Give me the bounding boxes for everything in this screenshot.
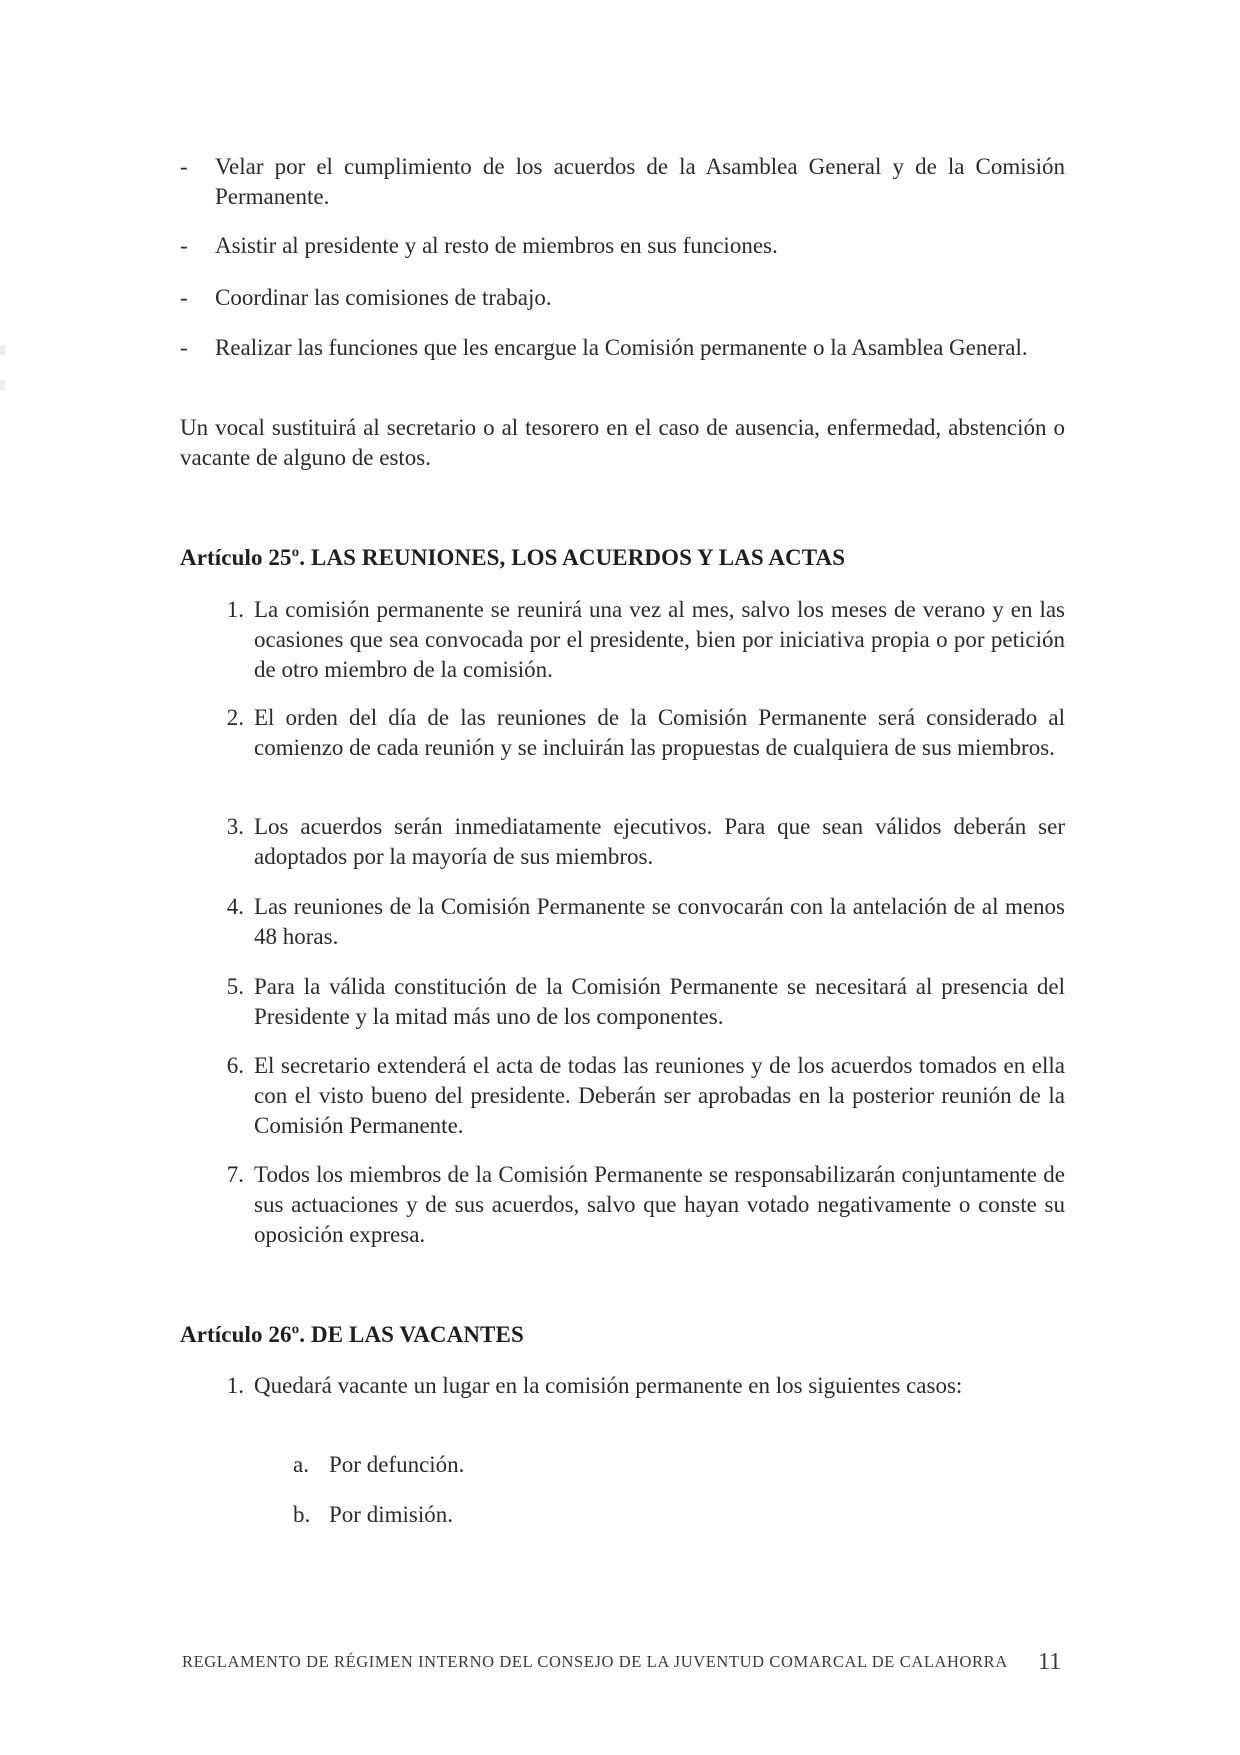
- numbered-item: [226, 1371, 1065, 1401]
- item-number: 2.: [226, 705, 244, 730]
- item-number: 6.: [226, 1053, 244, 1078]
- item-number: 1.: [226, 1373, 244, 1398]
- item-letter: a.: [293, 1452, 309, 1477]
- numbered-item: [226, 595, 1065, 685]
- page-number: 11: [1038, 1649, 1062, 1675]
- article-heading: Artículo 25º. LAS REUNIONES, LOS ACUERDOS Y LAS ACTAS: [180, 545, 846, 570]
- article-heading: Artículo 26º. DE LAS VACANTES: [180, 1322, 524, 1347]
- item-number: 1.: [226, 597, 244, 622]
- scan-mark: [0, 380, 5, 390]
- paragraph: Un vocal sustituirá al secretario o al tesorero en el caso de ausencia, enfermedad, abstención o vacante de alguno de estos.: [180, 415, 1065, 470]
- numbered-item: [226, 703, 1065, 763]
- dash-list-item: [180, 333, 1065, 363]
- item-text: Los acuerdos serán inmediatamente ejecutivos. Para que sean válidos deberán ser adoptados por la mayoría de sus miembros.: [254, 814, 1065, 869]
- dash-item-text: Realizar las funciones que les encargue la Comisión permanente o la Asamblea General.: [215, 335, 1028, 360]
- item-text: Por defunción.: [329, 1452, 465, 1477]
- dash-list-item: [180, 152, 1065, 212]
- dash-item-text: Coordinar las comisiones de trabajo.: [215, 285, 552, 310]
- numbered-item: [226, 812, 1065, 872]
- footer-title: REGLAMENTO DE RÉGIMEN INTERNO DEL CONSEJO DE LA JUVENTUD COMARCAL DE CALAHORRA: [182, 1652, 1008, 1671]
- item-number: 3.: [226, 814, 244, 839]
- numbered-item: [226, 1051, 1065, 1141]
- lettered-item: [293, 1500, 929, 1530]
- item-number: 7.: [226, 1162, 244, 1187]
- item-text: El secretario extenderá el acta de todas las reuniones y de los acuerdos tomados en ella con el visto bueno del presidente. Deberán ser aprobadas en la posterior reunión de la Comisión Permanente.: [254, 1053, 1065, 1138]
- dash-marker: -: [180, 233, 188, 258]
- numbered-item: [226, 892, 1065, 952]
- dash-marker: -: [180, 154, 188, 179]
- dash-item-text: Asistir al presidente y al resto de miembros en sus funciones.: [215, 233, 778, 258]
- dash-marker: -: [180, 335, 188, 360]
- item-text: Para la válida constitución de la Comisión Permanente se necesitará al presencia del Presidente y la mitad más uno de los componentes.: [254, 974, 1065, 1029]
- dash-list-item: [180, 231, 1065, 261]
- lettered-item: [293, 1450, 929, 1480]
- item-number: 4.: [226, 894, 244, 919]
- dash-list-item: [180, 283, 1065, 313]
- dash-marker: -: [180, 285, 188, 310]
- item-text: Las reuniones de la Comisión Permanente se convocarán con la antelación de al menos 48 horas.: [254, 894, 1065, 949]
- numbered-item: [226, 1160, 1065, 1250]
- item-text: Quedará vacante un lugar en la comisión permanente en los siguientes casos:: [254, 1373, 963, 1398]
- item-text: Por dimisión.: [329, 1502, 453, 1527]
- scan-mark: [0, 345, 5, 355]
- item-text: El orden del día de las reuniones de la Comisión Permanente será considerado al comienzo de cada reunión y se incluirán las propuestas de cualquiera de sus miembros.: [254, 705, 1065, 760]
- item-text: Todos los miembros de la Comisión Permanente se responsabilizarán conjuntamente de sus actuaciones y de sus acuerdos, salvo que hayan votado negativamente o conste su oposición expresa.: [254, 1162, 1065, 1247]
- dash-item-text: Velar por el cumplimiento de los acuerdos de la Asamblea General y de la Comisión Permanente.: [215, 154, 1065, 209]
- numbered-item: [226, 972, 1065, 1032]
- item-text: La comisión permanente se reunirá una vez al mes, salvo los meses de verano y en las ocasiones que sea convocada por el presidente, bien por iniciativa propia o por petición de otro miembro de la comisión.: [254, 597, 1065, 682]
- item-letter: b.: [293, 1502, 311, 1527]
- item-number: 5.: [226, 974, 244, 999]
